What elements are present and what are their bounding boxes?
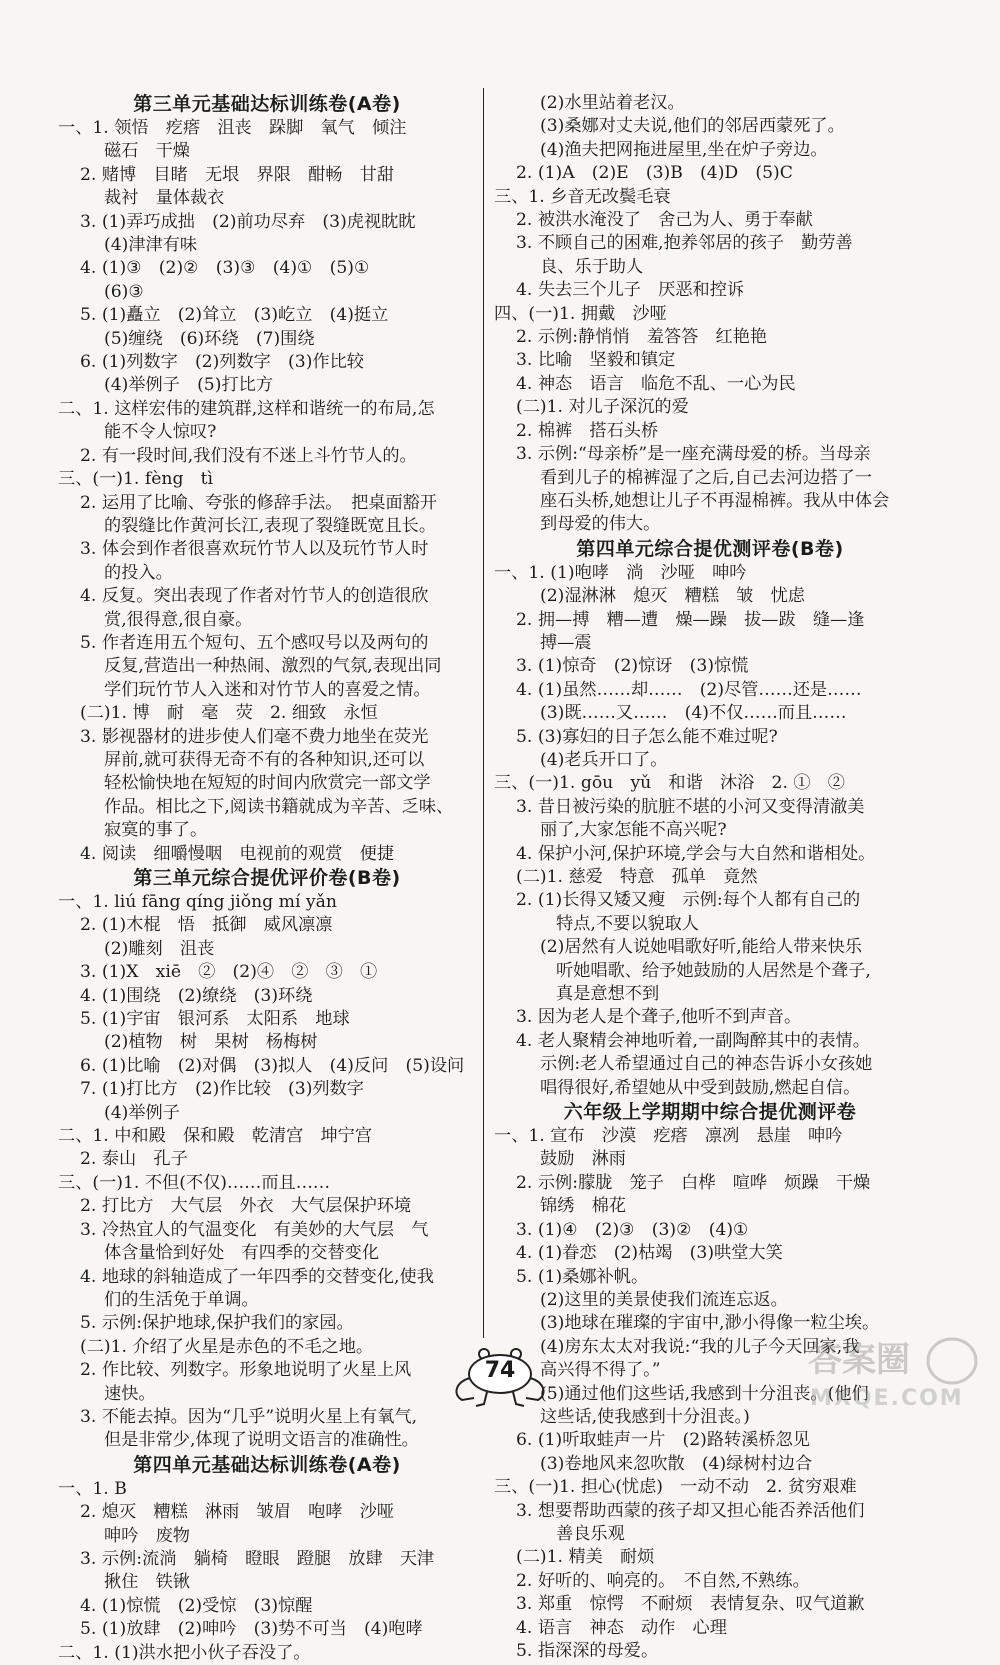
answer-line: 5. 示例:保护地球,保护我们的家园。 xyxy=(80,1313,354,1334)
answer-line: 2. 运用了比喻、夸张的修辞手法。 把桌面豁开 xyxy=(80,492,438,513)
answer-line: 善良乐观 xyxy=(556,1523,625,1544)
answer-line: 揪住 铁锹 xyxy=(104,1572,190,1593)
answer-line: 三、1. 乡音无改鬓毛衰 xyxy=(494,186,671,207)
answer-line: 裁衬 量体裁衣 xyxy=(104,188,225,209)
answer-line: 5. 指深深的母爱。 xyxy=(516,1641,659,1661)
answer-line: (2)雕刻 沮丧 xyxy=(104,938,215,959)
answer-line: 4. 老人聚精会神地听着,一副陶醉其中的表情。 xyxy=(516,1030,870,1051)
answer-line: 三、(一)1. fèng tì xyxy=(58,469,214,490)
answer-line: 一、1. 领悟 疙瘩 沮丧 跺脚 氧气 倾注 xyxy=(58,118,407,138)
answer-line: 一、1. liú fāng qíng jiǒng mí yǎn xyxy=(58,892,337,912)
answer-line: 锦绣 棉花 xyxy=(540,1196,626,1217)
answer-line: 4. (1)惊慌 (2)受惊 (3)惊醒 xyxy=(80,1595,313,1616)
answer-line: 6. (1)列数字 (2)列数字 (3)作比较 xyxy=(80,352,364,373)
answer-line: 体含量恰到好处 有四季的交替变化 xyxy=(104,1243,380,1264)
answer-line: 看到儿子的棉裤湿了之后,自己去河边搭了一 xyxy=(540,467,873,488)
answer-line: 的裂缝比作黄河长江,表现了裂缝既宽且长。 xyxy=(104,515,437,536)
answer-line: (2)这里的美景使我们流连忘返。 xyxy=(540,1289,788,1310)
answer-line: 轻松愉快地在短短的时间内欣赏完一部文学 xyxy=(104,773,431,794)
answer-line: 能不令人惊叹? xyxy=(104,422,217,443)
column-divider xyxy=(483,88,484,1338)
answer-line: 3. 体会到作者很喜欢玩竹节人以及玩竹节人时 xyxy=(80,539,429,560)
answer-line: 3. 影视器材的进步使人们毫不费力地坐在荧光 xyxy=(80,726,429,747)
answer-line: 但是非常少,体现了说明文语言的准确性。 xyxy=(104,1430,419,1451)
answer-line: 听她唱歌、给予她鼓励的人居然是个聋子, xyxy=(556,960,871,981)
answer-line: 3. 昔日被污染的肮脏不堪的小河又变得清澈美 xyxy=(516,796,865,817)
section-title: 六年级上学期期中综合提优测评卷 xyxy=(563,1101,857,1124)
answer-line: 5. (1)桑娜补帆。 xyxy=(516,1266,649,1287)
answer-line: 4. 语言 神态 动作 心理 xyxy=(516,1617,727,1638)
answer-line: (4)渔夫把网拖进屋里,坐在炉子旁边。 xyxy=(540,139,828,160)
answer-line: 一、1. B xyxy=(58,1478,127,1499)
answer-line: 呻吟 废物 xyxy=(104,1525,190,1546)
answer-line: 2. 拥—搏 糟—遭 燥—躁 拔—跋 缝—逢 xyxy=(516,609,865,630)
answer-line: (4)老兵开口了。 xyxy=(540,749,668,770)
answer-line: 3. (1)④ (2)③ (3)② (4)① xyxy=(516,1219,749,1240)
answer-line: 3. (1)弄巧成拙 (2)前功尽弃 (3)虎视眈眈 xyxy=(80,211,416,232)
answer-line: 5. 作者连用五个短句、五个感叹号以及两句的 xyxy=(80,632,429,653)
answer-line: (3)桑娜对丈夫说,他们的邻居西蒙死了。 xyxy=(540,116,845,137)
section-title: 第三单元综合提优评价卷(B卷) xyxy=(133,867,401,889)
answer-line: 3. 想要帮助西蒙的孩子却又担心能否养活他们 xyxy=(516,1500,865,1521)
answer-line: 到母爱的伟大。 xyxy=(540,514,661,535)
section-title: 第三单元基础达标训练卷(A卷) xyxy=(133,93,401,115)
answer-line: 三、(一)1. 担心(忧虑) 一动不动 2. 贫穷艰难 xyxy=(494,1477,857,1498)
answer-line: 特点,不要以貌取人 xyxy=(556,913,699,934)
answer-line: 2. 打比方 大气层 外衣 大气层保护环境 xyxy=(80,1196,412,1217)
answer-line: (3)卷地风来忽吹散 (4)绿树村边合 xyxy=(540,1453,813,1474)
answer-line: 4. (1)虽然……却…… (2)尽管……还是…… xyxy=(516,679,862,700)
answer-line: 3. (1)X xiē ② (2)④ ② ③ ① xyxy=(80,962,378,983)
answer-line: 4. 神态 语言 临危不乱、一心为民 xyxy=(516,373,796,394)
watermark-url: MXQE.COM xyxy=(810,1386,964,1411)
answer-line: 一、1. (1)咆哮 淌 沙哑 呻吟 xyxy=(494,562,747,583)
watermark-logo-text: 答案圈 xyxy=(808,1340,910,1380)
answer-line: 4. 保护小河,保护环境,学会与大自然和谐相处。 xyxy=(516,843,876,864)
answer-line: 2. (1)长得又矮又瘦 示例:每个人都有自己的 xyxy=(516,890,861,911)
answer-line: 4. 阅读 细嚼慢咽 电视前的观赏 便捷 xyxy=(80,843,395,864)
answer-line: (二)1. 博 耐 毫 荧 2. 细致 永恒 xyxy=(80,703,378,724)
answer-line: (二)1. 介绍了火星是赤色的不毛之地。 xyxy=(80,1336,374,1357)
answer-line: 4. 失去三个儿子 厌恶和控诉 xyxy=(516,280,745,301)
answer-line: 四、(一)1. 拥戴 沙哑 xyxy=(494,303,667,324)
answer-line: 3. 不顾自己的困难,抱养邻居的孩子 勤劳善 xyxy=(516,233,853,254)
answer-line: 这些话,使我感到十分沮丧。) xyxy=(540,1406,750,1427)
answer-line: (3)既……又…… (4)不仅……而且…… xyxy=(540,703,847,724)
answer-line: 2. 被洪水淹没了 舍己为人、勇于奉献 xyxy=(516,210,813,231)
answer-line: 反复,营造出一种热闹、激烈的气氛,表现出同 xyxy=(104,656,442,677)
answer-line: (4)房东太太对我说:“我的儿子今天回家,我 xyxy=(540,1336,860,1357)
answer-line: 2. 棉裤 搭石头桥 xyxy=(516,420,659,441)
answer-line: (5)缠绕 (6)环绕 (7)围绕 xyxy=(104,328,315,349)
answer-line: 3. 冷热宜人的气温变化 有美妙的大气层 气 xyxy=(80,1219,429,1240)
answer-line: 5. (1)矗立 (2)耸立 (3)屹立 (4)挺立 xyxy=(80,305,389,326)
answer-line: 5. (1)宇宙 银河系 太阳系 地球 xyxy=(80,1009,350,1030)
answer-line: 磁石 干燥 xyxy=(104,141,190,162)
answer-line: 2. 好听的、响亮的。 不自然,不熟练。 xyxy=(516,1570,810,1591)
answer-line: 丽了,大家怎能不高兴呢? xyxy=(540,820,727,841)
watermark-logo-icon xyxy=(802,1331,982,1391)
answer-line: 2. 示例:朦胧 笼子 白桦 喧哗 烦躁 干燥 xyxy=(516,1172,871,1193)
answer-line: (4)举例子 xyxy=(104,1102,180,1123)
answer-line: 5. (1)放肆 (2)呻吟 (3)势不可当 (4)咆哮 xyxy=(80,1619,423,1640)
answer-line: 6. (1)听取蛙声一片 (2)路转溪桥忽见 xyxy=(516,1430,810,1451)
answer-line: (2)植物 树 果树 杨梅树 xyxy=(104,1032,318,1053)
answer-line: 2. 有一段时间,我们没有不迷上斗竹节人的。 xyxy=(80,445,417,466)
answer-line: 3. 示例:流淌 躺椅 瞪眼 蹬腿 放肆 天津 xyxy=(80,1548,435,1569)
answer-line: 6. (1)比喻 (2)对偶 (3)拟人 (4)反问 (5)设问 xyxy=(80,1055,465,1076)
section-title: 第四单元基础达标训练卷(A卷) xyxy=(133,1453,401,1476)
answer-line: 学们玩竹节人入迷和对竹节人的喜爱之情。 xyxy=(104,679,431,700)
answer-line: 寂寞的事了。 xyxy=(104,820,208,841)
answer-line: 2. 赌博 目睹 无垠 界限 酣畅 甘甜 xyxy=(80,164,395,185)
page-number-badge xyxy=(448,1348,552,1408)
answer-line: 3. 比喻 坚毅和镇定 xyxy=(516,350,676,371)
answer-line: (4)津津有味 xyxy=(104,235,198,256)
answer-line: 的投入。 xyxy=(104,562,173,583)
left-column xyxy=(58,92,476,1665)
answer-line: 二、1. (1)洪水把小伙子吞没了。 xyxy=(58,1642,311,1663)
answer-line: 二、1. 这样宏伟的建筑群,这样和谐统一的布局,怎 xyxy=(58,398,435,419)
answer-line: 2. (1)木棍 悟 抵御 威风凛凛 xyxy=(80,915,333,936)
answer-line: (2)湿淋淋 熄灭 糟糕 皱 忧虑 xyxy=(540,586,805,607)
answer-line: 4. (1)围绕 (2)缭绕 (3)环绕 xyxy=(80,985,313,1006)
answer-line: (二)1. 对儿子深沉的爱 xyxy=(516,397,689,418)
page-number: 74 xyxy=(484,1358,516,1383)
answer-line: 高兴得不得了。” xyxy=(540,1360,661,1381)
section-title: 第四单元综合提优测评卷(B卷) xyxy=(576,537,844,560)
answer-line: 唱得很好,希望她从中受到鼓励,燃起自信。 xyxy=(540,1077,861,1098)
answer-line: (二)1. 慈爱 特意 孤单 竟然 xyxy=(516,867,758,887)
answer-line: 2. 泰山 孔子 xyxy=(80,1149,188,1170)
answer-line: (5)通过他们这些话,我感到十分沮丧。(他们 xyxy=(540,1383,869,1404)
answer-line: 4. 反复。突出表现了作者对竹节人的创造很欣 xyxy=(80,586,429,607)
answer-line: 赏,很得意,很自豪。 xyxy=(104,609,253,630)
answer-line: 二、1. 中和殿 保和殿 乾清宫 坤宁宫 xyxy=(58,1126,373,1147)
answer-line: 三、(一)1. gōu yǔ 和谐 沐浴 2. ① ② xyxy=(494,773,845,794)
answer-line: 示例:老人希望通过自己的神态告诉小女孩她 xyxy=(540,1054,873,1075)
watermark xyxy=(802,1331,982,1415)
answer-line: (2)居然有人说她唱歌好听,能给人带来快乐 xyxy=(540,937,862,958)
answer-line: 7. (1)打比方 (2)作比较 (3)列数字 xyxy=(80,1079,364,1100)
answer-line: 速快。 xyxy=(104,1383,156,1404)
answer-line: (二)1. 精美 耐烦 xyxy=(516,1547,655,1568)
answer-line: 4. 地球的斜轴造成了一年四季的交替变化,使我 xyxy=(80,1266,434,1287)
answer-line: 真是意想不到 xyxy=(556,984,660,1005)
answer-line: (4)举例子 (5)打比方 xyxy=(104,375,274,396)
answer-line: 3. 郑重 惊愕 不耐烦 表情复杂、叹气道歉 xyxy=(516,1594,865,1615)
answer-line: 三、(一)1. 不但(不仅)……而且…… xyxy=(58,1172,331,1193)
answer-line: 座石头桥,她想让儿子不再湿棉裤。我从中体会 xyxy=(540,490,890,511)
answer-line: 鼓励 淋雨 xyxy=(540,1149,626,1170)
answer-line: 3. (1)惊奇 (2)惊讶 (3)惊慌 xyxy=(516,656,749,677)
answer-line: 4. (1)③ (2)② (3)③ (4)① (5)① xyxy=(80,258,370,279)
answer-line: 3. 示例:“母亲桥”是一座充满母爱的桥。当母亲 xyxy=(516,444,871,465)
answer-line: (6)③ xyxy=(104,281,144,302)
answer-line: 作品。相比之下,阅读书籍就成为辛苦、乏味、 xyxy=(104,796,454,817)
answer-line: 2. 作比较、列数字。形象地说明了火星上风 xyxy=(80,1360,412,1381)
answer-line: 一、1. 宣布 沙漠 疙瘩 凛冽 悬崖 呻吟 xyxy=(494,1126,843,1147)
answer-line: 2. (1)A (2)E (3)B (4)D (5)C xyxy=(516,163,793,184)
answer-line: 3. 不能去掉。因为“几乎”说明火星上有氧气, xyxy=(80,1406,418,1427)
answer-line: 良、乐于助人 xyxy=(540,256,644,277)
right-column xyxy=(494,92,926,1663)
answer-line: 5. (3)寡妇的日子怎么能不难过呢? xyxy=(516,726,778,747)
answer-line: (3)地球在璀璨的宇宙中,渺小得像一粒尘埃。 xyxy=(540,1313,880,1334)
answer-line: 3. 因为老人是个聋子,他听不到声音。 xyxy=(516,1007,802,1028)
answer-line: 4. (1)眷恋 (2)枯竭 (3)哄堂大笑 xyxy=(516,1243,783,1264)
answer-line: 2. 熄灭 糟糕 淋雨 皱眉 咆哮 沙哑 xyxy=(80,1502,395,1523)
answer-line: 们的生活免于单调。 xyxy=(104,1289,259,1310)
answer-line: 搏—震 xyxy=(540,632,592,653)
answer-line: 屏前,就可获得无奇不有的各种知识,还可以 xyxy=(104,749,425,770)
answer-line: (2)水里站着老汉。 xyxy=(540,93,685,113)
answer-line: 2. 示例:静悄悄 羞答答 红艳艳 xyxy=(516,327,768,348)
